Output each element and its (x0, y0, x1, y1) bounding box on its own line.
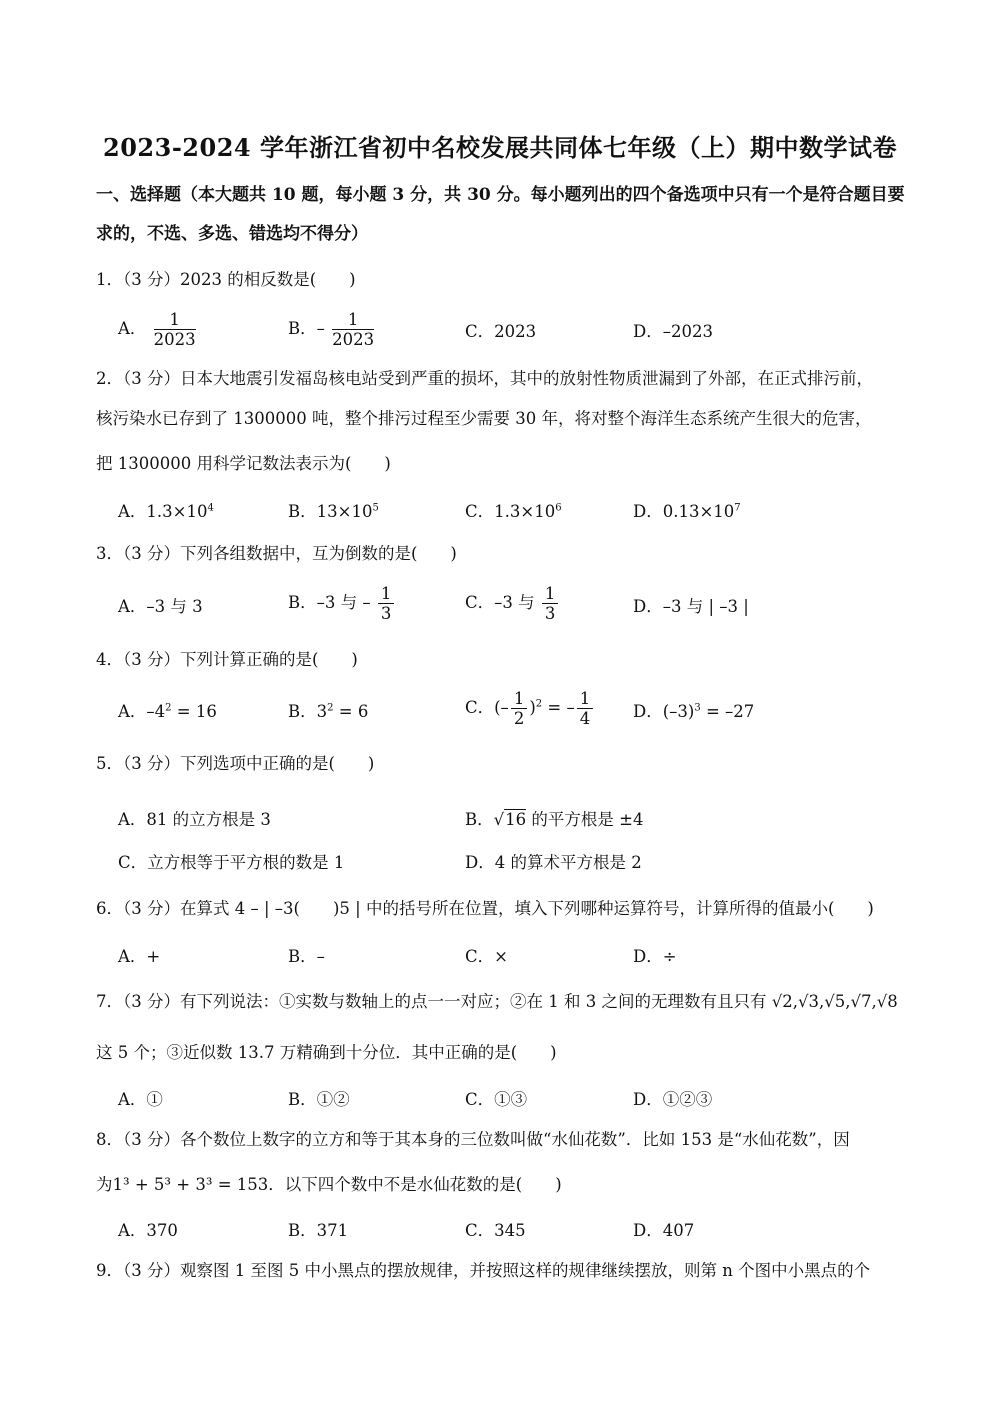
question-7-option-a: A．① (118, 1090, 163, 1109)
option-text: A．1.3×10 (118, 502, 208, 521)
option-text: C．(– (465, 698, 509, 717)
question-2-line1: 2．（3 分）日本大地震引发福岛核电站受到严重的损坏，其中的放射性物质泄漏到了外部，在正式排污前， (96, 369, 873, 388)
question-6-option-b: B．– (288, 947, 325, 966)
paren: ) (529, 698, 536, 717)
exponent: 2 (165, 702, 172, 714)
question-1-option-b (288, 310, 376, 349)
question-6-stem: 6．（3 分）在算式 4 – | –3( )5 | 中的括号所在位置，填入下列哪种运算符号，计算所得的值最小( ) (96, 899, 874, 918)
question-4-option-b (288, 698, 368, 722)
section-heading-line1: 一、选择题（本大题共 10 题，每小题 3 分，共 30 分。每小题列出的四个备选项中只有一个是符合题目要 (96, 185, 905, 205)
option-text: D．(–3) (633, 702, 695, 721)
fraction (332, 310, 374, 349)
question-6-option-a: A．+ (118, 947, 161, 966)
option-label: B． (288, 319, 317, 338)
option-label: B． (465, 810, 494, 829)
question-5-option-d: D．4 的算术平方根是 2 (465, 853, 642, 872)
question-3-stem: 3．（3 分）下列各组数据中，互为倒数的是( ) (96, 544, 457, 563)
minus-sign: – (316, 319, 325, 338)
exponent: 3 (694, 702, 701, 714)
option-text: D．0.13×10 (633, 502, 735, 521)
question-5-stem: 5．（3 分）下列选项中正确的是( ) (96, 754, 375, 773)
question-8-line2: 为1³ + 5³ + 3³ = 153．以下四个数中不是水仙花数的是( ) (96, 1175, 562, 1194)
option-text: C．–3 与 (465, 593, 535, 612)
page-title: 2023-2024 学年浙江省初中名校发展共同体七年级（上）期中数学试卷 (103, 133, 897, 162)
fraction (542, 584, 559, 623)
question-4-option-c (465, 689, 595, 728)
option-text: B．13×10 (288, 502, 373, 521)
question-1-stem: 1．（3 分）2023 的相反数是( ) (96, 270, 356, 289)
question-8-option-b: B．371 (288, 1221, 349, 1240)
denominator: 2023 (332, 330, 375, 349)
question-6-option-d: D．÷ (633, 947, 677, 966)
question-2-option-c (465, 498, 562, 522)
numerator: 1 (154, 310, 196, 330)
question-1-option-c: C．2023 (465, 322, 537, 341)
exponent: 4 (207, 502, 214, 514)
fraction (154, 310, 196, 349)
numerator: 1 (542, 584, 559, 604)
question-7-line1: 7．（3 分）有下列说法：①实数与数轴上的点一一对应；②在 1 和 3 之间的无理数有且只有 √2,√3,√5,√7,√8 (96, 992, 898, 1011)
equals: = – (542, 698, 575, 717)
question-4-option-d (633, 698, 754, 722)
denominator: 3 (544, 604, 556, 623)
question-9-line1: 9．（3 分）观察图 1 至图 5 中小黑点的摆放规律，并按照这样的规律继续摆放，则第 n 个图中小黑点的个 (96, 1261, 871, 1280)
exponent: 5 (372, 502, 379, 514)
question-7-option-c: C．①③ (465, 1090, 528, 1109)
exponent: 7 (734, 502, 741, 514)
option-text: C．1.3×10 (465, 502, 556, 521)
option-text: B．3 (288, 702, 328, 721)
exponent: 2 (535, 698, 543, 710)
fraction (577, 689, 594, 728)
question-3-option-d: D．–3 与 | –3 | (633, 597, 749, 616)
question-8-option-a: A．370 (118, 1221, 178, 1240)
numerator: 1 (511, 689, 528, 709)
option-label: A． (118, 319, 147, 338)
section-heading (96, 176, 916, 254)
question-8-line1: 8．（3 分）各个数位上数字的立方和等于其本身的三位数叫做“水仙花数”．比如 153 是“水仙花数”，因 (96, 1130, 850, 1149)
question-5-option-a: A．81 的立方根是 3 (118, 810, 271, 829)
option-rest: 的平方根是 ±4 (526, 810, 644, 829)
question-7-line2: 这 5 个；③近似数 13.7 万精确到十分位．其中正确的是( ) (96, 1043, 557, 1062)
question-2-option-b (288, 498, 379, 522)
numerator: 1 (378, 584, 395, 604)
question-4-option-a (118, 698, 217, 722)
option-rest: = 16 (171, 702, 217, 721)
fraction (511, 689, 528, 728)
question-8-option-c: C．345 (465, 1221, 526, 1240)
question-2-option-a (118, 498, 214, 522)
option-rest: = 6 (333, 702, 369, 721)
question-3-option-a: A．–3 与 3 (118, 597, 203, 616)
question-7-option-d: D．①②③ (633, 1090, 713, 1109)
question-5-option-b: B．√16 的平方根是 ±4 (465, 810, 644, 829)
fraction (378, 584, 395, 623)
section-heading-line2: 求的，不选、多选、错选均不得分） (96, 224, 368, 244)
option-text: B．–3 与 – (288, 593, 371, 612)
question-6-option-c: C．× (465, 947, 508, 966)
denominator: 4 (579, 709, 591, 728)
question-4-stem: 4．（3 分）下列计算正确的是( ) (96, 650, 358, 669)
radicand: 16 (505, 810, 527, 829)
exponent: 2 (327, 702, 334, 714)
question-3-option-b (288, 584, 396, 623)
question-8-option-d: D．407 (633, 1221, 695, 1240)
numerator: 1 (332, 310, 374, 330)
denominator: 3 (380, 604, 392, 623)
denominator: 2023 (153, 330, 196, 349)
roots-list: 2,√3,√5,√7,√8 (782, 992, 898, 1011)
question-7-text: 7．（3 分）有下列说法：①实数与数轴上的点一一对应；②在 1 和 3 之间的无理数有且只有 (96, 992, 772, 1011)
question-2-line3: 把 1300000 用科学记数法表示为( ) (96, 454, 391, 473)
option-text: A．–4 (118, 702, 166, 721)
question-7-option-b: B．①② (288, 1090, 350, 1109)
numerator: 1 (577, 689, 594, 709)
exponent: 6 (555, 502, 562, 514)
option-rest: = –27 (700, 702, 755, 721)
question-1-option-a (118, 310, 198, 349)
question-3-option-c (465, 584, 560, 623)
denominator: 2 (513, 709, 525, 728)
question-2-line2: 核污染水已存到了 1300000 吨，整个排污过程至少需要 30 年，将对整个海洋生态系统产生很大的危害， (96, 409, 872, 428)
question-5-option-c: C．立方根等于平方根的数是 1 (118, 853, 345, 872)
question-2-option-d (633, 498, 741, 522)
question-1-option-d: D．–2023 (633, 322, 713, 341)
